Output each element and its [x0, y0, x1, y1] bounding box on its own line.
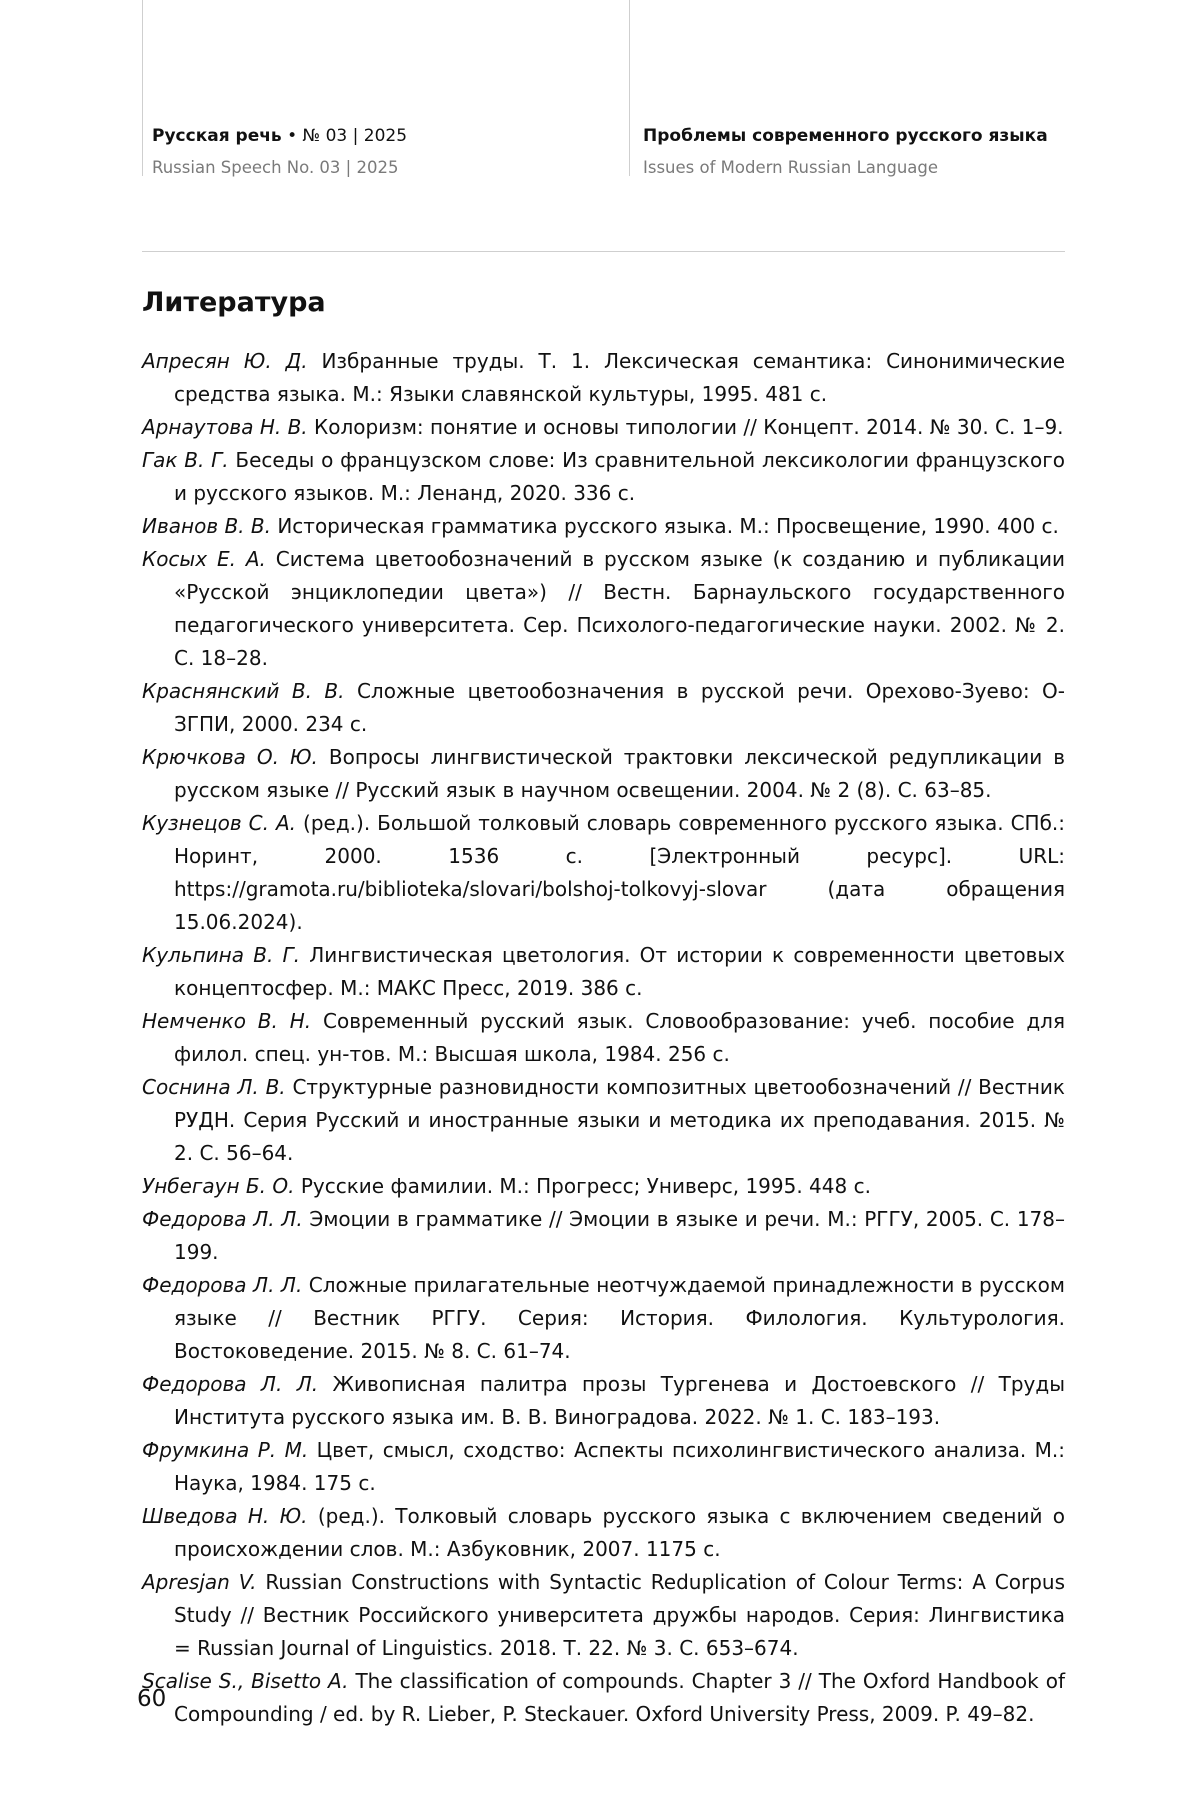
reference-author: Федорова Л. Л.: [142, 1207, 303, 1231]
reference-author: Соснина Л. В.: [142, 1075, 286, 1099]
reference-author: Шведова Н. Ю.: [142, 1504, 308, 1528]
reference-author: Арнаутова Н. В.: [142, 415, 308, 439]
journal-issue: № 03 | 2025: [302, 126, 408, 146]
reference-item: [142, 444, 1065, 510]
journal-title: Русская речь: [152, 126, 282, 146]
reference-list: [142, 345, 1065, 1731]
reference-item: [142, 510, 1065, 543]
reference-item: [142, 411, 1065, 444]
reference-text: Колоризм: понятие и основы типологии // Концепт. 2014. № 30. С. 1–9.: [307, 415, 1064, 439]
reference-text: Беседы о французском слове: Из сравнительной лексикологии французского и русского языков. М.: Ленанд, 2020. 336 с.: [174, 448, 1065, 505]
reference-text: The classification of compounds. Chapter 3 // The Oxford Handbook of Compounding / ed. by R. Lieber, P. Steckauer. Oxford University Press, 2009. P. 49–82.: [174, 1669, 1065, 1726]
reference-text: Цвет, смысл, сходство: Аспекты психолингвистического анализа. М.: Наука, 1984. 175 с.: [174, 1438, 1066, 1495]
reference-text: Историческая грамматика русского языка. М.: Просвещение, 1990. 400 с.: [270, 514, 1059, 538]
reference-text: Избранные труды. Т. 1. Лексическая семантика: Синонимические средства языка. М.: Языки славянской культуры, 1995. 481 с.: [174, 349, 1065, 406]
reference-author: Крючкова О. Ю.: [142, 745, 318, 769]
references-heading: Литература: [142, 287, 326, 318]
section-title-en: Issues of Modern Russian Language: [643, 158, 939, 177]
reference-author: Scalise S., Bisetto A.: [142, 1669, 349, 1693]
reference-author: Кульпина В. Г.: [142, 943, 301, 967]
reference-text: Лингвистическая цветология. От истории к современности цветовых концептосфер. М.: МАКС Пресс, 2019. 386 с.: [174, 943, 1065, 1000]
reference-text: Живописная палитра прозы Тургенева и Достоевского // Труды Института русского языка им. В. В. Виноградова. 2022. № 1. С. 183–193.: [174, 1372, 1065, 1429]
header-divider-left: [142, 0, 143, 176]
section-title: Проблемы современного русского языка: [643, 126, 1048, 146]
section-header: [643, 124, 1048, 180]
header-rule: [142, 251, 1065, 252]
reference-text: Russian Constructions with Syntactic Reduplication of Colour Terms: A Corpus Study // Вестник Российского университета дружбы народов. Серия: Лингвистика = Russian Journal of Linguistics. 2018. Т. 22. № 3. С. 653–674.: [174, 1570, 1065, 1660]
reference-author: Федорова Л. Л.: [142, 1372, 319, 1396]
reference-text: Сложные прилагательные неотчуждаемой принадлежности в русском языке // Вестник РГГУ. Серия: История. Филология. Культурология. Востоковедение. 2015. № 8. С. 61–74.: [174, 1273, 1065, 1363]
reference-item: [142, 345, 1065, 411]
reference-text: Система цветообозначений в русском языке (к созданию и публикации «Русской энциклопедии цвета») // Вестн. Барнаульского государственного педагогического университета. Сер. Психолого-педагогические науки. 2002. № 2. С. 18–28.: [174, 547, 1065, 670]
reference-item: [142, 1269, 1065, 1368]
page-number: 60: [137, 1686, 167, 1712]
reference-item: [142, 807, 1065, 939]
section-title-line: [643, 124, 1048, 148]
reference-text: Вопросы лингвистической трактовки лексической редупликации в русском языке // Русский язык в научном освещении. 2004. № 2 (8). С. 63–85.: [174, 745, 1066, 802]
reference-author: Федорова Л. Л.: [142, 1273, 303, 1297]
reference-item: [142, 543, 1065, 675]
reference-item: [142, 1665, 1065, 1731]
reference-text: Сложные цветообозначения в русской речи. Орехово-Зуево: О-ЗГПИ, 2000. 234 с.: [174, 679, 1065, 736]
journal-title-line: [152, 124, 407, 148]
reference-item: [142, 1434, 1065, 1500]
reference-item: [142, 1500, 1065, 1566]
reference-item: [142, 1005, 1065, 1071]
journal-separator: •: [281, 126, 303, 146]
reference-text: Эмоции в грамматике // Эмоции в языке и речи. М.: РГГУ, 2005. С. 178–199.: [174, 1207, 1065, 1264]
journal-header: [152, 124, 407, 180]
journal-title-en: Russian Speech No. 03 | 2025: [152, 158, 399, 177]
reference-item: [142, 1170, 1065, 1203]
reference-text: Русские фамилии. М.: Прогресс; Универс, 1995. 448 с.: [294, 1174, 871, 1198]
reference-text: (ред.). Толковый словарь русского языка с включением сведений о происхождении слов. М.: Азбуковник, 2007. 1175 с.: [174, 1504, 1065, 1561]
reference-text: (ред.). Большой толковый словарь современного русского языка. СПб.: Норинт, 2000. 1536 с. [Электронный ресурс]. URL: https://gramota.ru/biblioteka/slovari/bolshoj-tolkovyj-slovar (дата обращения 15.06.2024).: [174, 811, 1066, 934]
reference-author: Apresjan V.: [142, 1570, 257, 1594]
reference-item: [142, 1203, 1065, 1269]
reference-text: Современный русский язык. Словообразование: учеб. пособие для филол. спец. ун-тов. М.: Высшая школа, 1984. 256 с.: [174, 1009, 1065, 1066]
reference-author: Косых Е. А.: [142, 547, 266, 571]
reference-author: Иванов В. В.: [142, 514, 271, 538]
reference-author: Краснянский В. В.: [142, 679, 345, 703]
reference-author: Апресян Ю. Д.: [142, 349, 308, 373]
reference-item: [142, 1368, 1065, 1434]
header-divider-right: [629, 0, 630, 176]
reference-author: Гак В. Г.: [142, 448, 229, 472]
reference-author: Немченко В. Н.: [142, 1009, 312, 1033]
reference-author: Кузнецов С. А.: [142, 811, 297, 835]
reference-item: [142, 675, 1065, 741]
reference-item: [142, 1071, 1065, 1170]
reference-item: [142, 939, 1065, 1005]
reference-item: [142, 741, 1065, 807]
reference-author: Фрумкина Р. М.: [142, 1438, 309, 1462]
reference-text: Структурные разновидности композитных цветообозначений // Вестник РУДН. Серия Русский и иностранные языки и методика их преподавания. 2015. № 2. С. 56–64.: [174, 1075, 1065, 1165]
reference-author: Унбегаун Б. О.: [142, 1174, 295, 1198]
reference-item: [142, 1566, 1065, 1665]
